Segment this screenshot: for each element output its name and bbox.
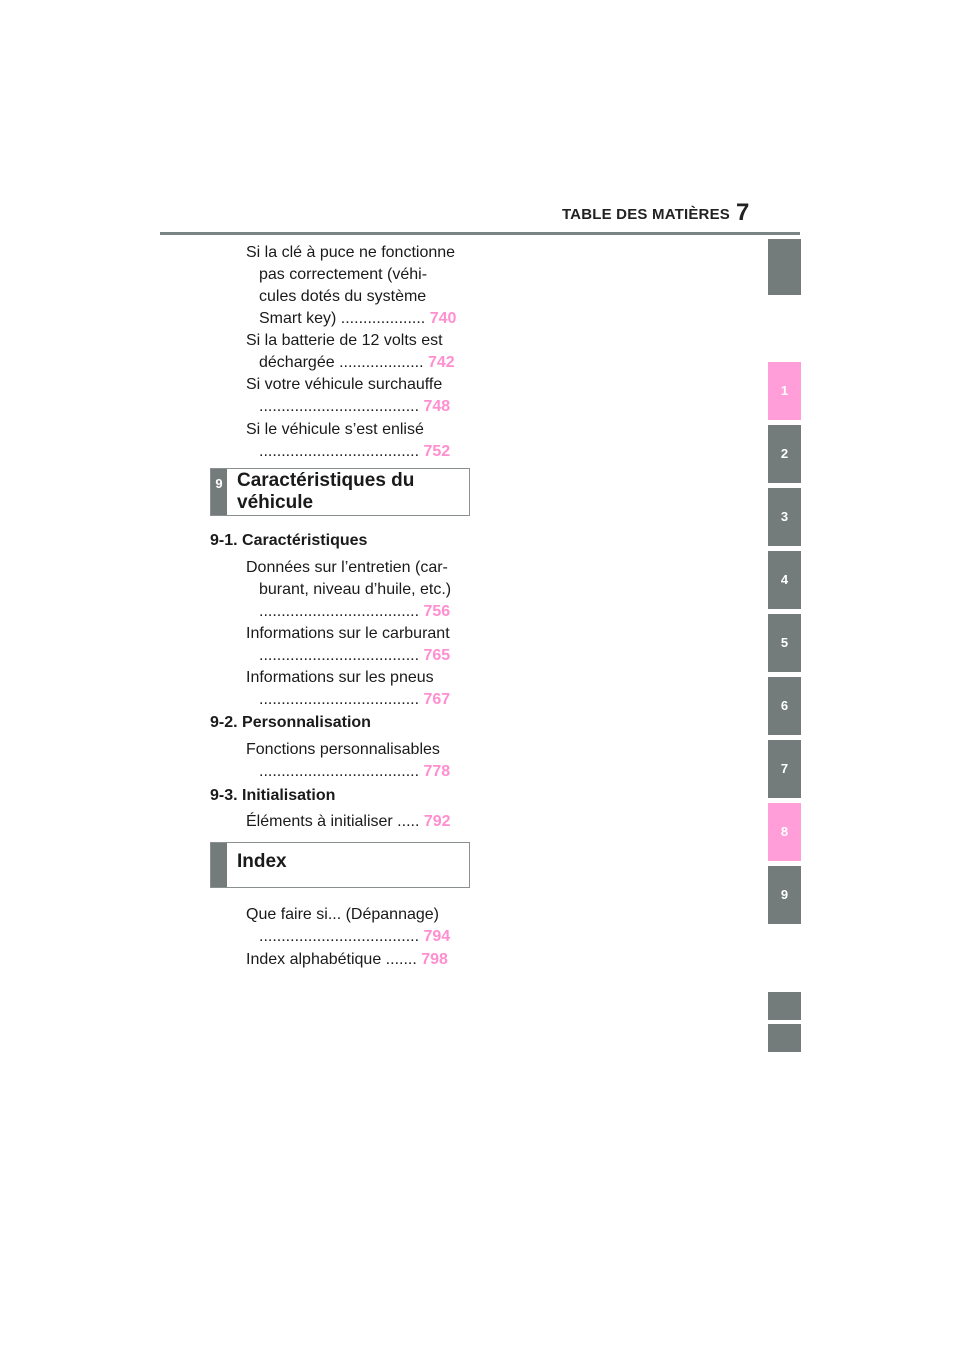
page-number: 7 <box>736 199 750 226</box>
page-ref[interactable]: 756 <box>423 603 451 620</box>
page-ref[interactable]: 740 <box>429 310 457 327</box>
entry-line: Informations sur le carburant <box>246 625 450 642</box>
side-tab-alpha-index[interactable] <box>768 1024 801 1052</box>
toc-entry[interactable] <box>246 904 468 948</box>
entry-line: Fonctions personnalisables <box>246 741 440 758</box>
chapter-heading-box <box>210 468 470 516</box>
section-title[interactable]: 9-3. Initialisation <box>210 787 336 804</box>
entry-line: Index alphabétique ....... <box>246 951 417 968</box>
side-tab-label: 9 <box>780 887 789 902</box>
side-tab-label: 3 <box>780 509 789 524</box>
entry-line: Informations sur les pneus <box>246 669 434 686</box>
side-tab-label: 1 <box>780 383 789 398</box>
page-ref[interactable]: 742 <box>427 354 455 371</box>
side-tab-label: 8 <box>780 824 789 839</box>
entry-line: .................................... <box>259 928 420 945</box>
side-tab-chapter-8[interactable] <box>768 803 801 861</box>
entry-line: Données sur l’entretien (car- <box>246 559 448 576</box>
section-title[interactable]: 9-1. Caractéristiques <box>210 532 368 549</box>
entry-line: Smart key) ................... <box>259 310 426 327</box>
side-tab-chapter-6[interactable] <box>768 677 801 735</box>
side-tab-chapter-9[interactable] <box>768 866 801 924</box>
page-ref[interactable]: 767 <box>423 691 451 708</box>
toc-entry[interactable] <box>246 557 468 623</box>
entry-line: Si votre véhicule surchauffe <box>246 376 443 393</box>
side-tab-label: 2 <box>780 446 789 461</box>
page-ref[interactable]: 765 <box>423 647 451 664</box>
side-tab-chapter-7[interactable] <box>768 740 801 798</box>
entry-line: cules dotés du système <box>259 288 427 305</box>
header-rule <box>160 232 800 235</box>
entry-line: .................................... <box>259 603 420 620</box>
side-tab-label: 7 <box>780 761 789 776</box>
chapter-title <box>237 470 414 514</box>
entry-line: Si le véhicule s’est enlisé <box>246 421 424 438</box>
page-ref[interactable]: 748 <box>423 398 451 415</box>
page-header-title: TABLE DES MATIÈRES <box>561 206 730 223</box>
section-title[interactable]: 9-2. Personnalisation <box>210 714 371 731</box>
side-tab-chapter-5[interactable] <box>768 614 801 672</box>
entry-line: pas correctement (véhi- <box>259 266 428 283</box>
chapter-title-line: véhicule <box>237 492 314 513</box>
page-ref[interactable]: 792 <box>423 813 451 830</box>
entry-line: déchargée ................... <box>259 354 424 371</box>
entry-line: .................................... <box>259 443 420 460</box>
side-tab-chapter-3[interactable] <box>768 488 801 546</box>
toc-entry[interactable] <box>246 667 468 711</box>
toc-entry[interactable] <box>246 739 468 783</box>
entry-line: burant, niveau d’huile, etc.) <box>259 581 452 598</box>
page-ref[interactable]: 778 <box>423 763 451 780</box>
side-tab-toc[interactable] <box>768 239 801 295</box>
entry-line: Que faire si... (Dépannage) <box>246 906 439 923</box>
entry-line: .................................... <box>259 398 420 415</box>
page-ref[interactable]: 794 <box>423 928 451 945</box>
index-heading-box <box>210 842 470 888</box>
index-title: Index <box>237 851 287 872</box>
side-tab-label: 4 <box>780 572 789 587</box>
toc-entry[interactable] <box>246 811 468 833</box>
entry-line: .................................... <box>259 763 420 780</box>
page-ref[interactable]: 752 <box>423 443 451 460</box>
chapter-title-line: Caractéristiques du <box>237 470 415 491</box>
side-tab-label: 5 <box>780 635 789 650</box>
entry-line: Si la batterie de 12 volts est <box>246 332 443 349</box>
toc-entry[interactable] <box>246 949 468 971</box>
entry-line: Éléments à initialiser ..... <box>246 813 420 830</box>
toc-entry[interactable] <box>246 419 468 463</box>
toc-entry[interactable] <box>246 242 468 330</box>
side-tab-label: 6 <box>780 698 789 713</box>
toc-entry[interactable] <box>246 330 468 374</box>
page-ref[interactable]: 798 <box>421 951 448 968</box>
chapter-number-tab: 9 <box>211 469 227 515</box>
entry-line: .................................... <box>259 691 420 708</box>
side-tab-index[interactable] <box>768 992 801 1020</box>
side-tab-chapter-4[interactable] <box>768 551 801 609</box>
side-tab-chapter-2[interactable] <box>768 425 801 483</box>
index-tab <box>211 843 227 887</box>
entry-line: .................................... <box>259 647 420 664</box>
toc-entry[interactable] <box>246 374 468 418</box>
entry-line: Si la clé à puce ne fonctionne <box>246 244 456 261</box>
side-tab-chapter-1[interactable] <box>768 362 801 420</box>
toc-entry[interactable] <box>246 623 468 667</box>
